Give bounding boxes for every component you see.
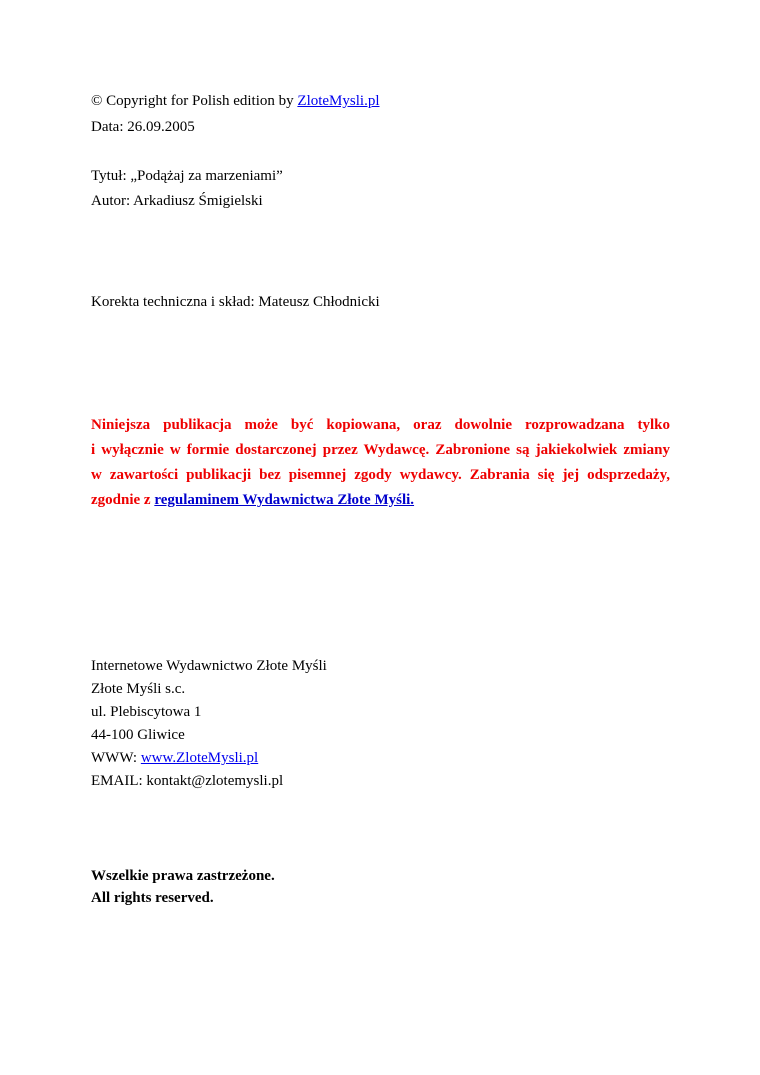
editor-line: Korekta techniczna i skład: Mateusz Chłodnicki — [91, 294, 380, 310]
notice-line-4-text: zgodnie z — [91, 492, 155, 508]
www-link[interactable]: www.ZloteMysli.pl — [140, 750, 259, 766]
zlotemysli-link[interactable]: ZloteMysli.pl — [297, 93, 380, 109]
rights-polish: Wszelkie prawa zastrzeżone. — [91, 868, 275, 884]
notice-line-1: Niniejsza publikacja może być kopiowana, oraz dowolnie rozprowadzana tylko — [91, 417, 670, 433]
www-label: WWW: — [91, 750, 141, 766]
notice-line-2: i wyłącznie w formie dostarczonej przez Wydawcę. Zabronione są jakiekolwiek zmiany — [91, 442, 670, 458]
copyright-text: © Copyright for Polish edition by — [91, 93, 298, 109]
publisher-name: Internetowe Wydawnictwo Złote Myśli — [91, 658, 327, 674]
rights-english: All rights reserved. — [91, 890, 214, 906]
publisher-www — [91, 749, 258, 767]
publisher-company: Złote Myśli s.c. — [91, 681, 186, 697]
publisher-email: EMAIL: kontakt@zlotemysli.pl — [91, 773, 284, 789]
date-line: Data: 26.09.2005 — [91, 119, 195, 135]
notice-line-4 — [91, 488, 670, 513]
author-line: Autor: Arkadiusz Śmigielski — [91, 193, 263, 209]
copyright-line — [91, 92, 380, 110]
title-line: Tytuł: „Podążaj za marzeniami” — [91, 168, 283, 184]
copyright-notice — [91, 413, 670, 513]
regulations-link[interactable]: regulaminem Wydawnictwa Złote Myśli. — [154, 492, 415, 508]
publisher-street: ul. Plebiscytowa 1 — [91, 704, 202, 720]
notice-line-3: w zawartości publikacji bez pisemnej zgody wydawcy. Zabrania się jej odsprzedaży, — [91, 467, 670, 483]
publisher-city: 44-100 Gliwice — [91, 727, 185, 743]
